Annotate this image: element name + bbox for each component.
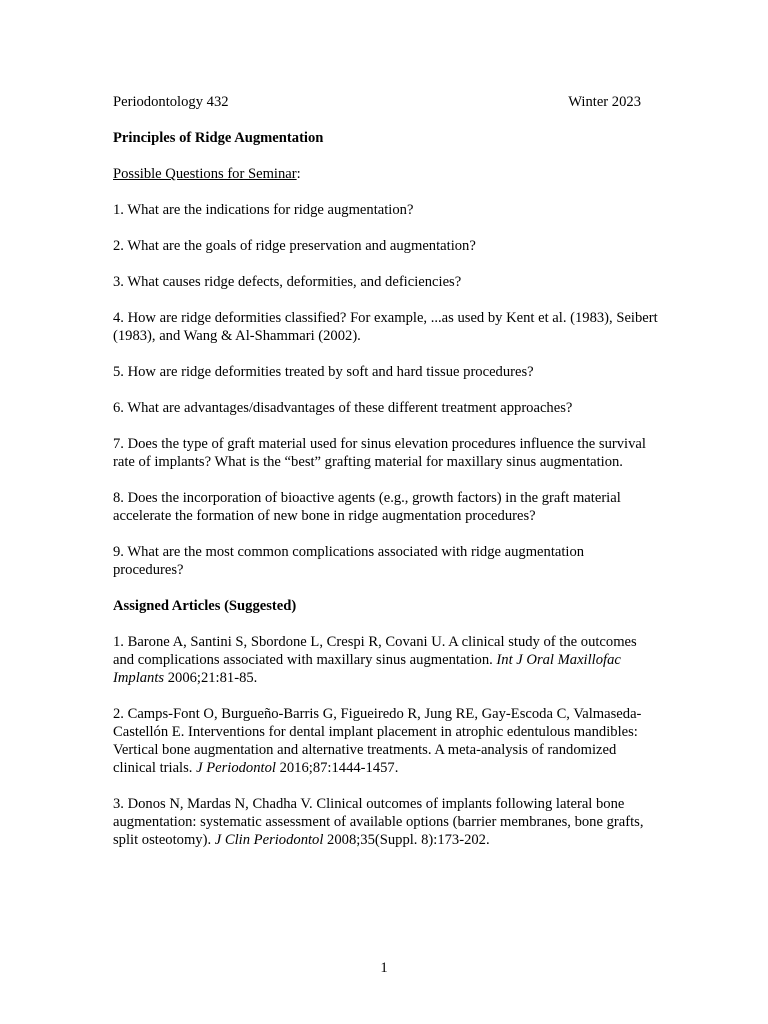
- course-name: Periodontology 432: [113, 94, 229, 110]
- questions-heading: [113, 165, 658, 183]
- article-text: 3. Donos N, Mardas N, Chadha V. Clinical outcomes of implants following lateral bone augmentation: systematic assessment of available options (barrier membranes, bone grafts, split osteotomy).: [113, 796, 644, 848]
- article-text: 1. Barone A, Santini S, Sbordone L, Crespi R, Covani U. A clinical study of the outcomes and complications associated with maxillary sinus augmentation.: [113, 634, 637, 668]
- questions-list: [113, 201, 658, 579]
- question-item: 5. How are ridge deformities treated by soft and hard tissue procedures?: [113, 364, 534, 380]
- article-reference: [113, 705, 658, 777]
- question-item: 3. What causes ridge defects, deformities, and deficiencies?: [113, 274, 462, 290]
- question-item: 9. What are the most common complications associated with ridge augmentation procedures?: [113, 544, 585, 578]
- question-item: 1. What are the indications for ridge augmentation?: [113, 202, 414, 218]
- page-number: 1: [380, 960, 388, 976]
- document-title: Principles of Ridge Augmentation: [113, 130, 324, 146]
- article-text: 2. Camps-Font O, Burgueño-Barris G, Figueiredo R, Jung RE, Gay-Escoda C, Valmaseda-Castellón E. Interventions for dental implant placement in atrophic edentulous mandibles: Vertical bone augmentation and alternative treatments. A meta-analysis of randomized clinical trials.: [113, 706, 642, 776]
- article-reference: [113, 633, 658, 687]
- document-header: [113, 93, 641, 111]
- document-page: [113, 93, 658, 867]
- articles-list: [113, 633, 658, 849]
- questions-heading-label: Possible Questions for Seminar: [113, 166, 297, 182]
- article-reference: [113, 795, 658, 849]
- question-item: 7. Does the type of graft material used for sinus elevation procedures influence the survival rate of implants? What is the “best” grafting material for maxillary sinus augmentation.: [113, 436, 646, 470]
- article-citation: 2008;35(Suppl. 8):173-202.: [323, 832, 490, 848]
- article-journal: Int J Oral Maxillofac Implants: [113, 652, 621, 686]
- questions-heading-suffix: :: [296, 166, 301, 182]
- articles-heading: Assigned Articles (Suggested): [113, 598, 297, 614]
- question-item: 8. Does the incorporation of bioactive agents (e.g., growth factors) in the graft material accelerate the formation of new bone in ridge augmentation procedures?: [113, 490, 621, 524]
- article-journal: J Clin Periodontol: [214, 832, 324, 848]
- question-item: 4. How are ridge deformities classified? For example, ...as used by Kent et al. (1983), Seibert (1983), and Wang & Al-Shammari (2002).: [113, 310, 658, 344]
- question-item: 2. What are the goals of ridge preservation and augmentation?: [113, 238, 476, 254]
- article-journal: J Periodontol: [196, 760, 276, 776]
- question-item: 6. What are advantages/disadvantages of these different treatment approaches?: [113, 400, 573, 416]
- article-citation: 2016;87:1444-1457.: [275, 760, 399, 776]
- term-label: Winter 2023: [568, 94, 641, 110]
- article-citation: 2006;21:81-85.: [164, 670, 258, 686]
